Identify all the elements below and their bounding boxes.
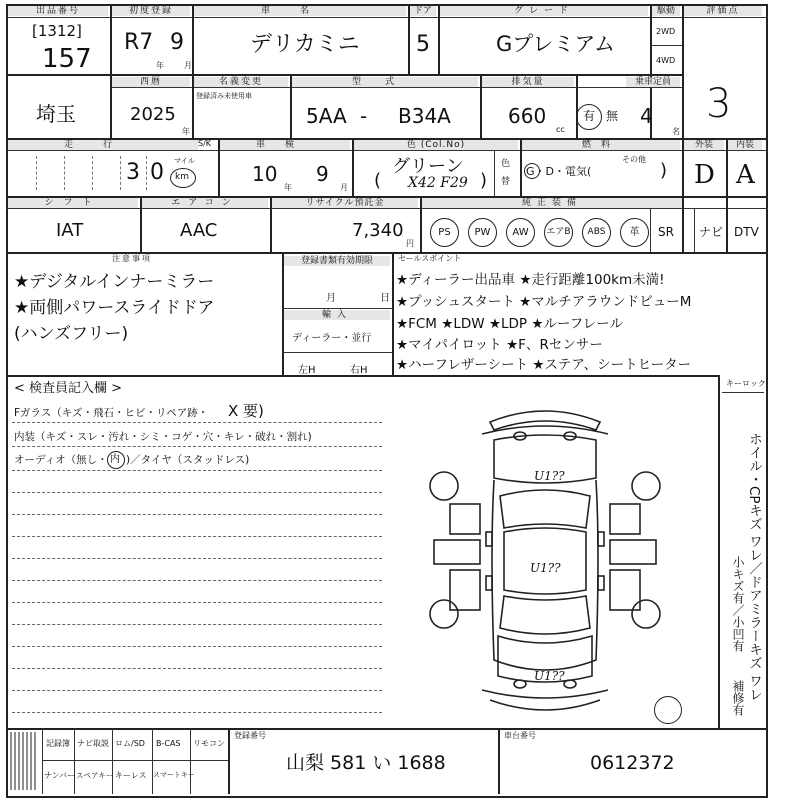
fuel-label: 燃料 [522, 140, 680, 150]
reg-expiry-day: 日 [380, 293, 390, 304]
import-dealer: ディーラー・並行 [292, 333, 372, 344]
inspector-line-1: Fガラス（キズ・飛石・ヒビ・リペア跡・ [14, 407, 209, 419]
equip-abs: ABS [582, 218, 611, 247]
chassis-number: 0612372 [590, 752, 675, 774]
capacity-unit: 名 [672, 127, 680, 136]
mileage-km: km [175, 172, 189, 182]
color-label: 色 (Col.No) [354, 140, 518, 150]
equip-aw: AW [506, 218, 535, 247]
color-paren-close: ) [480, 170, 488, 191]
plate-number: 山梨 581 い 1688 [286, 752, 446, 774]
capacity-label: 乗車定員 [626, 77, 680, 87]
sales-point-3: ★FCM ★LDW ★LDP ★ルーフレール [396, 316, 623, 332]
model-dash: - [360, 104, 368, 128]
barcode-stamp [10, 732, 38, 790]
ac-label: エアコン [142, 198, 268, 208]
region: 埼玉 [36, 102, 76, 126]
equip-ps: PS [430, 218, 459, 247]
capacity: 4 [640, 104, 653, 128]
equip-leather: 革 [620, 218, 649, 247]
mileage-mile: マイル [174, 157, 195, 165]
western-year: 2025 [130, 104, 176, 125]
color-paren-open: ( [374, 170, 382, 191]
recycle-unit: 円 [406, 239, 414, 248]
displacement: 660 [508, 104, 547, 128]
opt-keyless: キーレス [115, 771, 147, 780]
diagram-mark-2: U1?? [530, 561, 561, 575]
turbo-no: 無 [606, 109, 619, 123]
fuel-close: ) [660, 160, 668, 181]
car-name: デリカミニ [250, 32, 360, 57]
chassis-label: 車台番号 [504, 731, 536, 740]
inspection-month: 9 [316, 162, 329, 186]
key-lock-label: キーロック [726, 379, 766, 388]
equip-sr: SR [658, 225, 674, 239]
car-name-label: 車名 [194, 6, 406, 16]
score-value: 3 [706, 81, 732, 127]
drive-4wd: 4WD [656, 56, 676, 65]
turbo-yes: 有 [583, 109, 596, 123]
mileage-label: 走行 [8, 140, 198, 150]
fuel-g-circle [524, 163, 540, 179]
opt-remote: リモコン [193, 739, 225, 748]
inspection-month-unit: 月 [340, 183, 348, 192]
inspection-label: 車検 [220, 140, 350, 150]
exterior-label: 外装 [684, 140, 724, 150]
first-reg-era: R7 [124, 30, 154, 55]
lot-label: 出品番号 [8, 6, 108, 16]
reg-expiry-label: 登録書類有効期限 [284, 256, 390, 266]
side-note-col1: ホイル・CPキズ ワレ／ドアミラーキズ ワレ [746, 432, 762, 702]
equip-airbag: エアB [544, 218, 573, 247]
name-change-label: 名義変更 [194, 77, 288, 87]
color-code: X42 F29 [408, 175, 468, 191]
sales-point-5: ★ハーフレザーシート ★ステア、シートヒーター [396, 357, 692, 373]
model-code: B34A [398, 104, 451, 128]
inspector-line-1-mark: X 要) [228, 402, 264, 420]
inspector-line-3: オーディオ（無し・ [14, 454, 108, 466]
side-note-col3: 補修有 [731, 680, 745, 716]
sales-points-label: セールスポイント [398, 254, 462, 263]
reg-expiry-month: 月 [326, 293, 336, 304]
opt-rom-sd: ロム/SD [115, 739, 145, 748]
opt-number: ナンバー [44, 771, 76, 780]
spare-tire-circle [654, 696, 682, 724]
note-1: ★デジタルインナーミラー [14, 272, 215, 292]
year-unit: 年 [156, 61, 164, 70]
opt-record: 記録簿 [46, 739, 70, 748]
inspection-year: 10 [252, 162, 278, 186]
equip-navi: ナビ [699, 225, 724, 239]
equip-dtv: DTV [734, 225, 759, 239]
shift: IAT [56, 220, 84, 241]
color-change-label-2: 替 [501, 177, 511, 187]
venue-code: [1312] [32, 22, 82, 40]
month-unit: 月 [184, 61, 192, 70]
interior-label: 内装 [728, 140, 762, 150]
side-note-col2: 小キズ有／小凹有 [731, 556, 745, 652]
equip-pw: PW [468, 218, 497, 247]
door-label: ドア [410, 6, 436, 16]
import-left: 左H [298, 365, 316, 376]
note-2: ★両側パワースライドドア [14, 298, 215, 318]
plate-label: 登録番号 [234, 731, 266, 740]
recycle-label: リサイクル預託金 [272, 198, 418, 208]
fuel-other: その他 [622, 155, 646, 164]
mileage-unit-label: S/K [198, 139, 212, 148]
shift-label: シフト [8, 198, 138, 208]
color-name: グリーン [392, 156, 464, 177]
fuel-options: G・D・電気( [526, 165, 592, 178]
interior-grade: A [736, 160, 755, 190]
notes-label: 注意事項 [112, 254, 152, 263]
import-right: 右H [350, 365, 368, 376]
year-suffix: 年 [182, 127, 190, 136]
inspector-line-3-mark: 内 [110, 454, 120, 465]
ac: AAC [180, 220, 218, 241]
note-3: (ハンズフリー) [14, 324, 129, 344]
equipment-label: 純正装備 [422, 198, 682, 208]
first-reg-label: 初度登録 [112, 6, 190, 16]
door-count: 5 [416, 32, 430, 57]
displacement-unit: cc [556, 125, 565, 134]
drive-label: 駆動 [652, 6, 680, 16]
opt-smart-key: スマートキー [153, 771, 195, 779]
grade-label: グレード [440, 6, 648, 16]
sales-point-1: ★ディーラー出品車 ★走行距離100km未満! [396, 272, 665, 288]
opt-bcas: B-CAS [156, 739, 181, 748]
drive-2wd: 2WD [656, 27, 676, 36]
inspector-line-3-suffix: )／タイヤ（スタッドレス) [126, 454, 250, 466]
opt-spare-key: スペアキー [76, 771, 114, 780]
mileage-digit-5: 0 [150, 160, 164, 185]
exterior-grade: D [694, 160, 715, 190]
inspector-line-2: 内装（キズ・スレ・汚れ・シミ・コゲ・穴・キレ・破れ・割れ) [14, 431, 312, 443]
inspector-label: < 検査員記入欄 > [14, 381, 123, 396]
grade: Gプレミアム [496, 32, 615, 56]
sales-point-2: ★プッシュスタート ★マルチアラウンドビューM [396, 294, 692, 310]
name-change-note: 登録済み未使用車 [196, 92, 252, 100]
recycle-value: 7,340 [352, 220, 404, 241]
color-change-label-1: 色 [501, 159, 511, 169]
mileage-digit-4: 3 [126, 160, 140, 185]
western-year-label: 西暦 [112, 77, 190, 87]
diagram-mark-3: U1?? [534, 669, 565, 683]
first-reg-month: 9 [170, 30, 184, 55]
import-label: 輸入 [284, 310, 390, 320]
lot-number: 157 [42, 44, 92, 74]
displacement-label: 排気量 [482, 77, 574, 87]
model-prefix: 5AA [306, 104, 347, 128]
model-label: 型式 [292, 77, 478, 87]
score-label: 評価点 [684, 6, 762, 16]
sales-point-4: ★マイパイロット ★F、Rセンサー [396, 337, 603, 353]
diagram-mark-1: U1?? [534, 469, 565, 483]
opt-navi-manual: ナビ取説 [77, 739, 109, 748]
inspection-year-unit: 年 [284, 183, 292, 192]
